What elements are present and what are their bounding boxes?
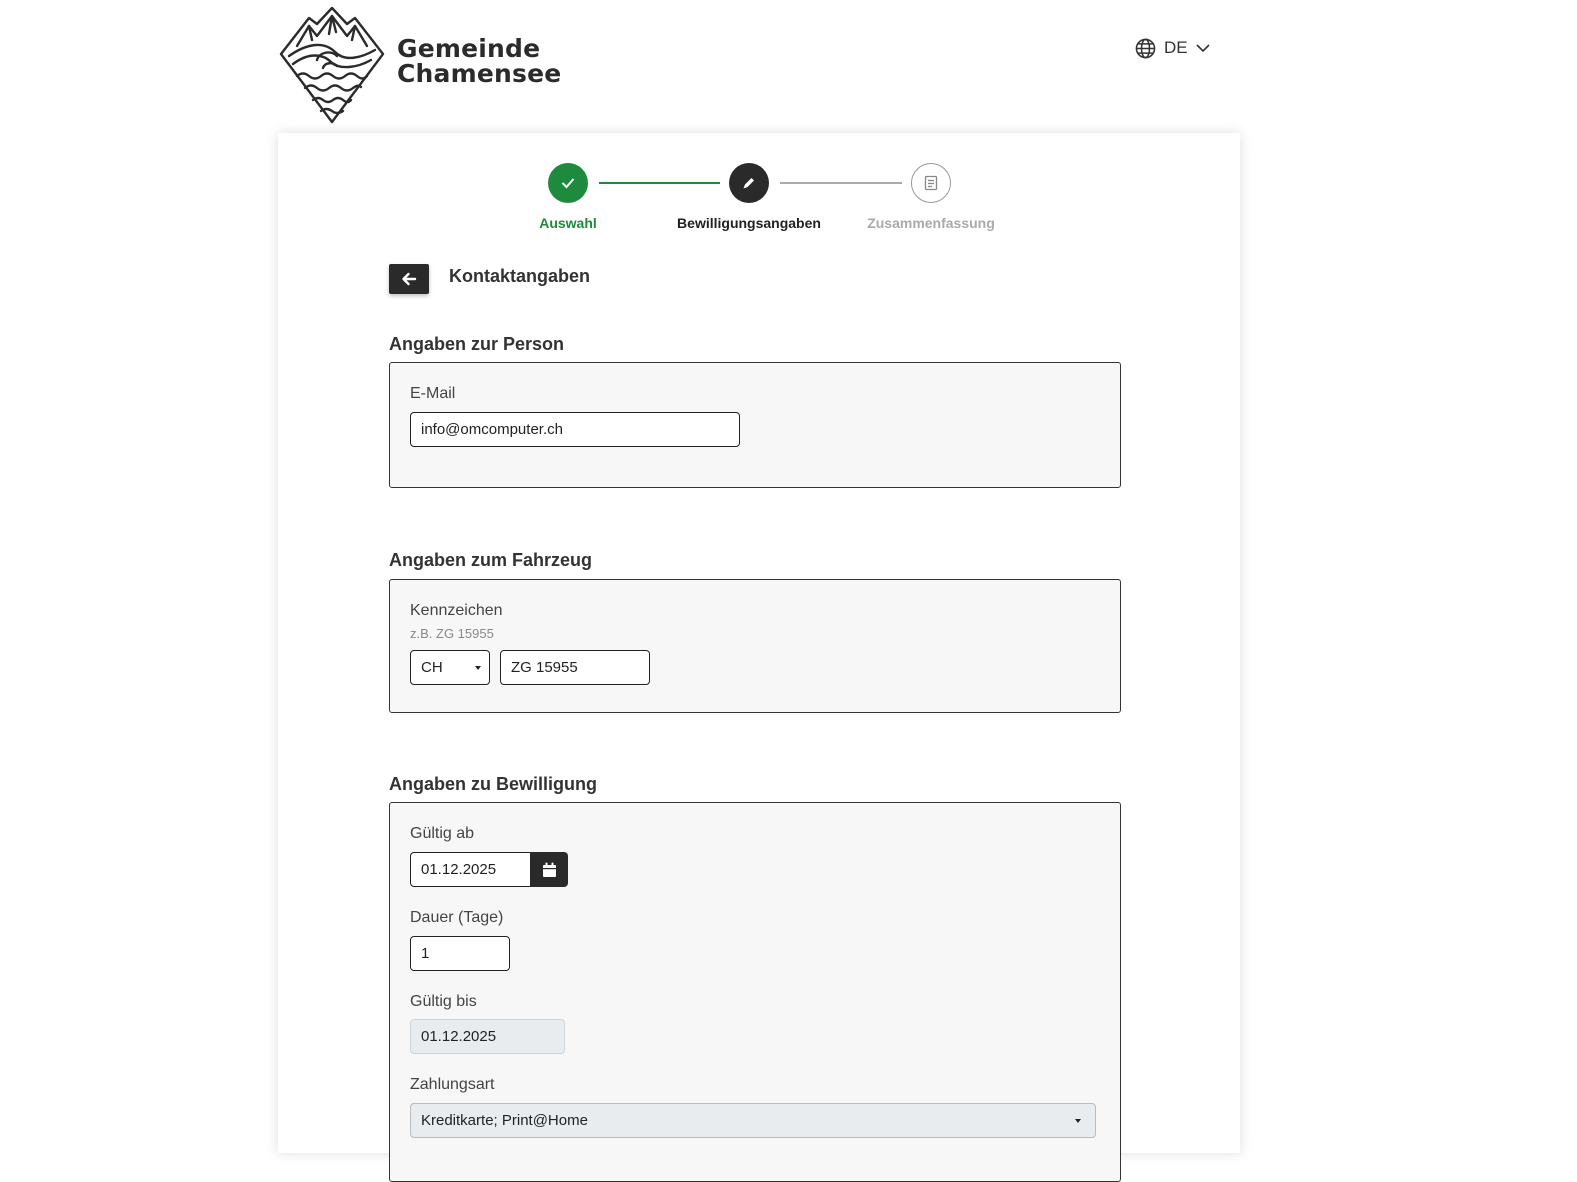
step-1-circle[interactable] (548, 163, 588, 203)
logo-wordmark (397, 36, 561, 86)
municipality-logo[interactable] (279, 6, 569, 126)
duration-label: Dauer (Tage) (410, 909, 504, 926)
form-card (278, 133, 1240, 1153)
country-select[interactable] (410, 650, 490, 685)
back-button[interactable] (389, 264, 429, 294)
globe-icon (1135, 38, 1156, 59)
valid-to-label: Gültig bis (410, 993, 477, 1010)
language-code: DE (1164, 38, 1188, 57)
logo-line-1: Gemeinde (397, 34, 541, 63)
document-icon (924, 175, 938, 191)
email-input[interactable]: info@omcomputer.ch (410, 412, 740, 447)
country-select-value: CH (421, 659, 443, 676)
checkmark-icon (561, 177, 575, 189)
plate-hint: z.B. ZG 15955 (410, 626, 494, 641)
step-1-label[interactable]: Auswahl (539, 215, 597, 231)
pencil-icon (741, 175, 757, 191)
email-label: E-Mail (410, 385, 456, 402)
step-3-circle (911, 163, 951, 203)
caret-down-icon (475, 666, 481, 670)
duration-input[interactable]: 1 (410, 936, 510, 971)
plate-input[interactable]: ZG 15955 (500, 650, 650, 685)
vehicle-section (389, 579, 1121, 713)
chevron-down-icon (1196, 44, 1210, 53)
valid-from-input[interactable]: 01.12.2025 (410, 852, 532, 887)
payment-label: Zahlungsart (410, 1076, 495, 1093)
valid-to-input: 01.12.2025 (410, 1019, 565, 1054)
logo-line-2: Chamensee (397, 59, 562, 88)
mountain-lake-logo-icon (279, 6, 385, 124)
step-3-label: Zusammenfassung (867, 215, 995, 231)
caret-down-icon (1075, 1119, 1081, 1123)
payment-select-value: Kreditkarte; Print@Home (421, 1112, 588, 1129)
step-2-circle[interactable] (729, 163, 769, 203)
calendar-button[interactable] (530, 852, 568, 887)
section-title-person: Angaben zur Person (389, 334, 565, 354)
step-connector-1 (599, 182, 720, 184)
person-section (389, 362, 1121, 488)
arrow-left-icon (401, 272, 417, 286)
step-2-label[interactable]: Bewilligungsangaben (677, 215, 821, 231)
plate-label: Kennzeichen (410, 602, 503, 619)
permit-section (389, 802, 1121, 1182)
section-title-vehicle: Angaben zum Fahrzeug (389, 550, 593, 570)
language-selector[interactable] (1135, 36, 1210, 60)
page-title: Kontaktangaben (449, 266, 591, 286)
section-title-permit: Angaben zu Bewilligung (389, 774, 597, 794)
progress-stepper (278, 163, 1240, 243)
valid-from-label: Gültig ab (410, 825, 475, 842)
calendar-icon (542, 862, 557, 878)
payment-select[interactable] (410, 1103, 1096, 1138)
step-connector-2 (780, 182, 902, 184)
